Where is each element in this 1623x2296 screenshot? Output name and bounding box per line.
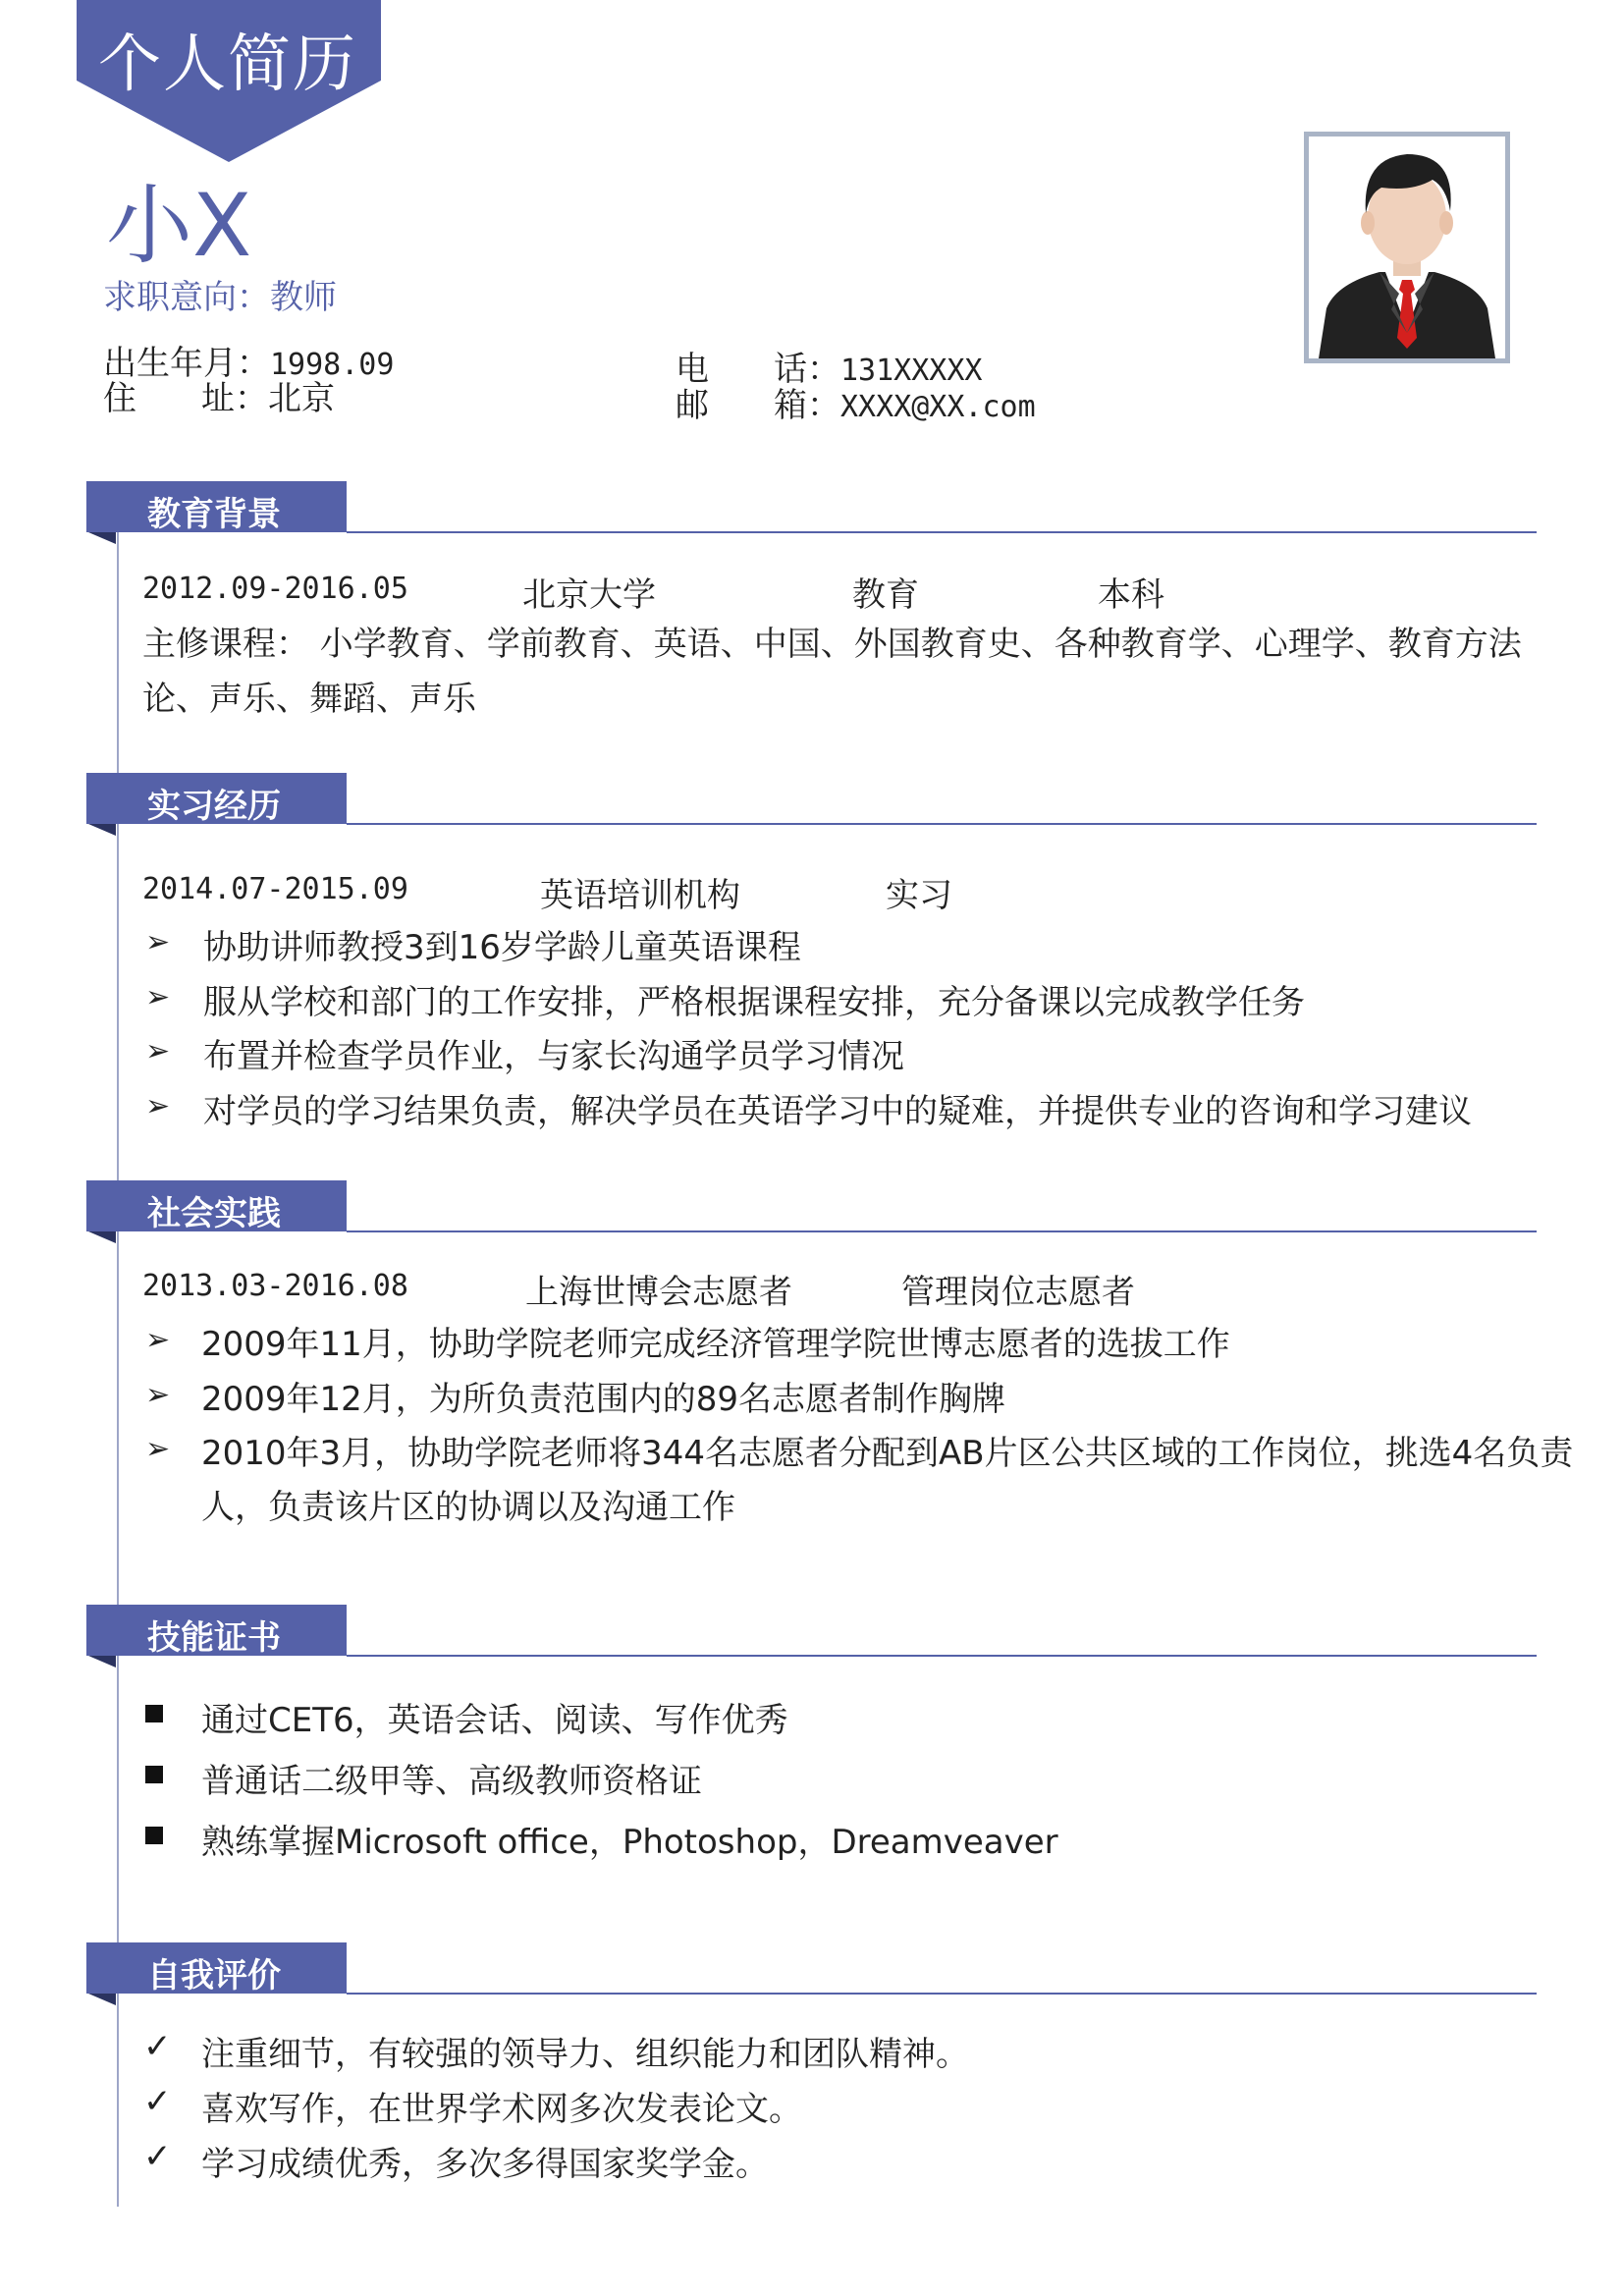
section-self-eval-rule <box>347 1993 1537 1995</box>
address-row <box>103 371 335 419</box>
internship-item: 布置并检查学员作业，与家长沟通学员学习情况 <box>203 1037 904 1076</box>
arrow-bullet-icon: ➢ <box>145 1034 171 1068</box>
section-skills-fold <box>88 1656 116 1667</box>
arrow-bullet-icon: ➢ <box>145 980 171 1014</box>
education-school: 北京大学 <box>522 575 656 615</box>
internship-item: 服从学校和部门的工作安排，严格根据课程安排，充分备课以完成教学任务 <box>203 983 1305 1022</box>
section-practice-fold <box>88 1231 116 1243</box>
check-icon: ✓ <box>143 2027 172 2066</box>
section-self-eval-title: 自我评价 <box>147 1956 281 1995</box>
internship-dates: 2014.07-2015.09 <box>142 872 408 906</box>
section-internship-fold <box>88 824 116 836</box>
self-eval-item: 喜欢写作，在世界学术网多次发表论文。 <box>201 2090 802 2129</box>
section-education-rule <box>347 531 1537 533</box>
address-label-1: 住 <box>103 379 136 418</box>
internship-role: 实习 <box>886 876 952 915</box>
self-eval-item: 注重细节，有较强的领导力、组织能力和团队精神。 <box>201 2035 969 2074</box>
section-internship-rule <box>347 823 1537 825</box>
arrow-bullet-icon: ➢ <box>145 1323 171 1357</box>
practice-item: 2009年11月，协助学院老师完成经济管理学院世博志愿者的选拔工作 <box>201 1325 1230 1364</box>
check-icon: ✓ <box>143 2082 172 2121</box>
birth-value: 1998.09 <box>270 348 395 382</box>
square-bullet-icon <box>145 1766 163 1783</box>
skill-item: 熟练掌握Microsoft office，Photoshop，Dreamveaver <box>201 1823 1058 1862</box>
practice-item-continuation: 人，负责该片区的协调以及沟通工作 <box>201 1488 735 1527</box>
practice-item: 2010年3月，协助学院老师将344名志愿者分配到AB片区公共区域的工作岗位，挑选4名负责 <box>201 1434 1574 1473</box>
avatar <box>1304 132 1510 363</box>
section-education-fold <box>88 532 116 544</box>
address-label-2: 址： <box>201 379 268 418</box>
self-eval-item: 学习成绩优秀，多次多得国家奖学金。 <box>201 2145 769 2184</box>
skill-item: 普通话二级甲等、高级教师资格证 <box>201 1762 702 1801</box>
education-dates: 2012.09-2016.05 <box>142 572 408 606</box>
internship-item: 协助讲师教授3到16岁学龄儿童英语课程 <box>203 928 801 967</box>
section-practice-rule <box>347 1230 1537 1232</box>
practice-org: 上海世博会志愿者 <box>525 1273 792 1312</box>
address-value: 北京 <box>268 379 335 418</box>
skill-item: 通过CET6，英语会话、阅读、写作优秀 <box>201 1701 788 1740</box>
arrow-bullet-icon: ➢ <box>145 1432 171 1466</box>
birth-label: 出生年月： <box>103 344 270 383</box>
square-bullet-icon <box>145 1827 163 1844</box>
practice-role: 管理岗位志愿者 <box>901 1273 1135 1312</box>
section-skills-title: 技能证书 <box>147 1618 281 1658</box>
section-internship-title: 实习经历 <box>147 787 281 826</box>
education-courses-line2: 论、声乐、舞蹈、声乐 <box>142 680 476 719</box>
internship-org: 英语培训机构 <box>540 876 740 915</box>
practice-dates: 2013.03-2016.08 <box>142 1269 408 1303</box>
education-courses-line1: 主修课程： 小学教育、学前教育、英语、中国、外国教育史、各种教育学、心理学、教育方法 <box>142 625 1522 664</box>
arrow-bullet-icon: ➢ <box>145 1089 171 1123</box>
education-degree: 本科 <box>1098 575 1164 615</box>
education-major: 教育 <box>852 575 919 615</box>
section-skills-rule <box>347 1655 1537 1657</box>
section-self-eval-fold <box>88 1994 116 2005</box>
email-label-2: 箱： <box>774 386 840 425</box>
person-avatar-icon <box>1309 137 1505 358</box>
square-bullet-icon <box>145 1705 163 1722</box>
section-education-title: 教育背景 <box>147 495 281 534</box>
practice-item: 2009年12月，为所负责范围内的89名志愿者制作胸牌 <box>201 1380 1006 1419</box>
phone-value: 131XXXXX <box>840 354 983 388</box>
section-practice-title: 社会实践 <box>147 1194 281 1233</box>
email-label-1: 邮 <box>676 386 709 425</box>
job-intent: 求职意向：教师 <box>103 278 337 317</box>
arrow-bullet-icon: ➢ <box>145 1378 171 1412</box>
arrow-bullet-icon: ➢ <box>145 925 171 959</box>
check-icon: ✓ <box>143 2137 172 2176</box>
candidate-name: 小X <box>106 175 252 276</box>
email-row <box>676 378 1036 426</box>
phone-label-1: 电 <box>676 350 709 389</box>
email-value: XXXX@XX.com <box>840 390 1036 424</box>
phone-label-2: 话： <box>774 350 840 389</box>
banner-title: 个人简历 <box>98 28 357 101</box>
internship-item: 对学员的学习结果负责，解决学员在英语学习中的疑难，并提供专业的咨询和学习建议 <box>203 1092 1472 1131</box>
